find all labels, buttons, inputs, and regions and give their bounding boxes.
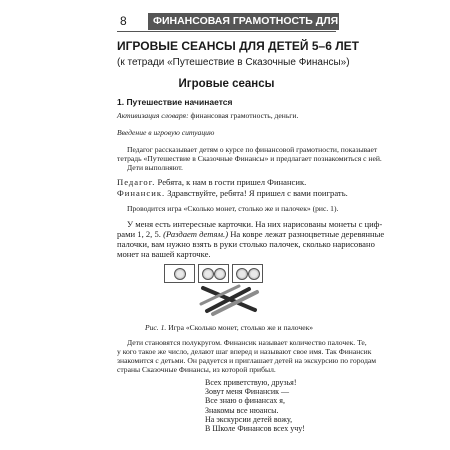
- poem-line: Всех приветствую, друзья!: [205, 378, 297, 387]
- header-rule: [117, 31, 336, 32]
- paragraph-line: монет на вашей карточке.: [117, 249, 211, 259]
- coin-card-3: [232, 264, 263, 283]
- coin-card-2: [198, 264, 229, 283]
- paragraph-line: У меня есть интересные карточки. На них нарисованы монеты с циф-: [127, 219, 383, 229]
- poem-line: Знакомы все нюансы.: [205, 405, 279, 415]
- paragraph-italic: (Раздает детям.): [163, 229, 229, 239]
- section-title: Игровые сеансы: [178, 78, 275, 90]
- sticks-illustration: [199, 284, 261, 316]
- poem: [205, 378, 305, 433]
- intro-line: Введение в игровую ситуацию: [117, 128, 215, 137]
- vocab-line: [117, 111, 336, 120]
- dialogue-speaker: Педагог.: [117, 177, 156, 187]
- figure-illustration: [117, 262, 336, 318]
- page-title: ИГРОВЫЕ СЕАНСЫ ДЛЯ ДЕТЕЙ 5–6 ЛЕТ: [117, 39, 359, 53]
- coin-icon: [174, 268, 186, 280]
- caption-text: Игра «Сколько монет, столько же и палочек»: [166, 323, 314, 332]
- dialogue-text: Ребята, к нам в гости пришел Финансик.: [155, 177, 307, 187]
- game-line: Проводится игра «Сколько монет, столько же и палочек» (рис. 1).: [127, 204, 339, 213]
- coin-icon: [202, 268, 214, 280]
- coin-icon: [236, 268, 248, 280]
- poem-line: Все знаю о финансах я,: [205, 396, 285, 406]
- coin-card-1: [164, 264, 195, 283]
- coin-icon: [248, 268, 260, 280]
- poem-line: В Школе Финансов всех учу!: [205, 424, 305, 434]
- dialogue-speaker: Финансик.: [117, 188, 166, 198]
- paragraph-text: На ковре лежат разноцветные деревянные: [228, 229, 385, 239]
- poem-line: Зовут меня Финансик —: [205, 387, 290, 397]
- dialogue-line: [117, 188, 348, 198]
- coin-icon: [214, 268, 226, 280]
- paragraph-line: палочки, вам нужно взять в руки столько палочек, сколько нарисовано: [117, 239, 375, 249]
- paragraph-line: у кого такое же число, делают шаг вперед и называют свое имя. Так Финансик: [117, 347, 372, 356]
- paragraph-text: рами 1, 2, 5.: [117, 229, 164, 239]
- vocab-label: Активизация словаря:: [117, 111, 189, 120]
- caption-label: Рис. 1.: [145, 323, 167, 332]
- paragraph-line: [117, 229, 385, 239]
- paragraph-line: страны Сказочные Финансы, из которой прибыл.: [117, 365, 276, 374]
- paragraph-line: Дети становятся полукругом. Финансик называет количество палочек. Те,: [127, 338, 367, 347]
- paragraph-line: Дети выполняют.: [127, 163, 183, 172]
- poem-line: На экскурсии детей вожу,: [205, 414, 293, 424]
- dialogue-line: [117, 178, 336, 187]
- page-subtitle: (к тетради «Путешествие в Сказочные Финансы»): [117, 57, 350, 68]
- vocab-text: финансовая грамотность, деньги.: [188, 111, 299, 120]
- page-number: 8: [120, 14, 127, 28]
- paragraph-line: знакомится с детьми. Он радуется и приглашает детей на экскурсию по городам: [117, 356, 377, 365]
- lesson-title: 1. Путешествие начинается: [117, 97, 233, 107]
- dialogue-text: Здравствуйте, ребята! Я пришел с вами поиграть.: [165, 188, 348, 198]
- paragraph-line: тетрадь «Путешествие в Сказочные Финансы» и предлагает познакомиться с ней.: [117, 154, 382, 163]
- figure-caption: [145, 323, 335, 332]
- paragraph-line: Педагог рассказывает детям о курсе по финансовой грамотности, показывает: [127, 145, 378, 154]
- running-header: ФИНАНСОВАЯ ГРАМОТНОСТЬ ДЛЯ ДЕТЕЙ 5–7 ЛЕТ: [148, 13, 339, 30]
